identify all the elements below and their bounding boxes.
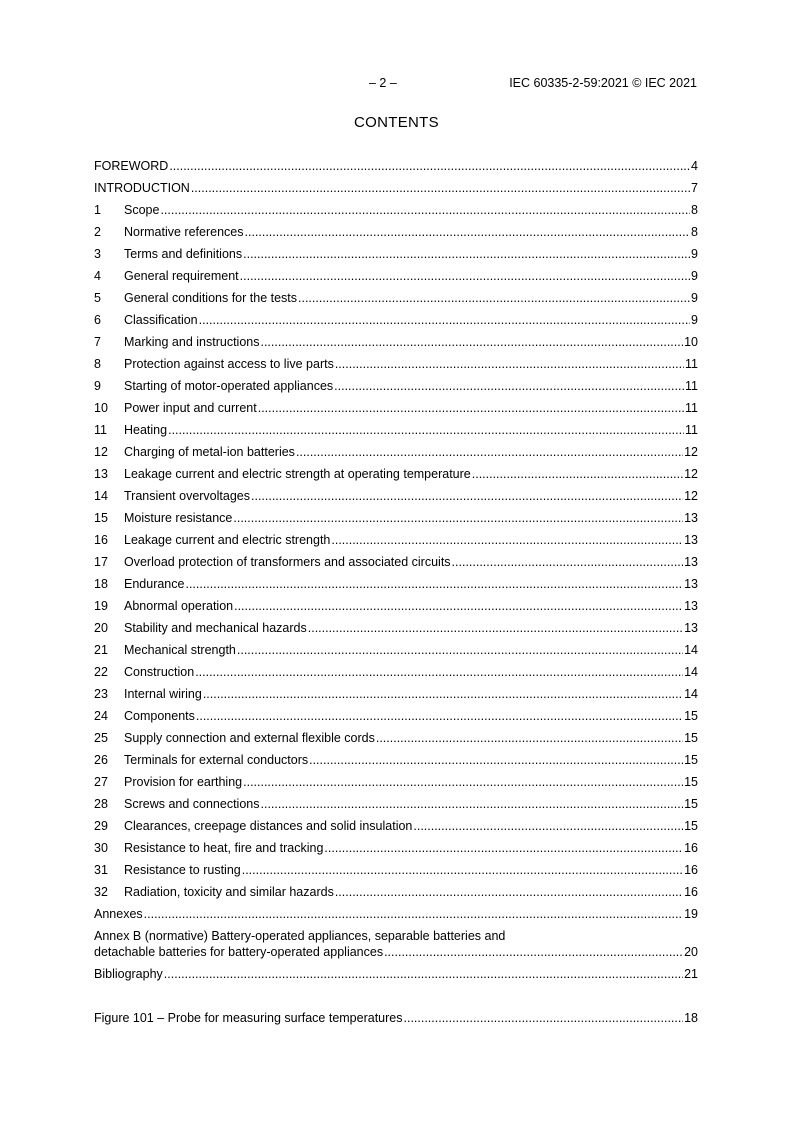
toc-entry-clause-13[interactable] — [94, 466, 698, 488]
toc-entry-label: Internal wiring — [124, 687, 202, 701]
toc-entry-label: Resistance to heat, fire and tracking — [124, 841, 324, 855]
leader-dots — [324, 840, 683, 856]
toc-entry-page: 21 — [684, 967, 698, 981]
toc-entry-page: 13 — [684, 511, 698, 525]
annex-b-title-line2: detachable batteries for battery-operated appliances — [94, 945, 384, 959]
toc-entry-label: Supply connection and external flexible cords — [124, 731, 375, 745]
toc-entry-label: INTRODUCTION — [94, 181, 190, 195]
toc-entry-number: 15 — [94, 511, 108, 525]
toc-entry-page: 13 — [684, 599, 698, 613]
toc-entry-annex-b[interactable] — [94, 928, 698, 966]
toc-entry-clause-3[interactable] — [94, 246, 698, 268]
toc-entry-number: 3 — [94, 247, 101, 261]
toc-entry-page: 15 — [684, 709, 698, 723]
toc-entry-label: Charging of metal-ion batteries — [124, 445, 295, 459]
toc-entry-page: 9 — [691, 269, 698, 283]
toc-entry-page: 14 — [684, 643, 698, 657]
toc-entry-page: 11 — [685, 379, 698, 393]
leader-dots — [144, 906, 683, 922]
toc-entry-clause-10[interactable] — [94, 400, 698, 422]
toc-entry-clause-11[interactable] — [94, 422, 698, 444]
toc-entry-clause-31[interactable] — [94, 862, 698, 884]
toc-entry-label: Leakage current and electric strength at operating temperature — [124, 467, 471, 481]
toc-entry-page: 11 — [685, 357, 698, 371]
toc-entry-label: General requirement — [124, 269, 239, 283]
toc-entry-label: Marking and instructions — [124, 335, 260, 349]
toc-entry-number: 18 — [94, 577, 108, 591]
contents-title: CONTENTS — [354, 114, 439, 131]
toc-entry-clause-20[interactable] — [94, 620, 698, 642]
toc-entry-label: Endurance — [124, 577, 185, 591]
toc-entry-page: 10 — [684, 335, 698, 349]
toc-entry-clause-18[interactable] — [94, 576, 698, 598]
leader-dots — [404, 1010, 684, 1026]
toc-entry-page: 11 — [685, 423, 698, 437]
toc-entry-number: 23 — [94, 687, 108, 701]
toc-entry-number: 30 — [94, 841, 108, 855]
toc-entry-clause-16[interactable] — [94, 532, 698, 554]
toc-entry-number: 11 — [94, 423, 107, 437]
toc-entry-bibliography[interactable] — [94, 966, 698, 988]
toc-entry-label: Bibliography — [94, 967, 163, 981]
toc-entry-label: FOREWORD — [94, 159, 169, 173]
toc-entry-page: 8 — [691, 203, 698, 217]
toc-entry-number: 25 — [94, 731, 108, 745]
toc-entry-number: 8 — [94, 357, 101, 371]
toc-entry-number: 16 — [94, 533, 108, 547]
toc-entry-label: Scope — [124, 203, 160, 217]
toc-entry-label: Heating — [124, 423, 168, 437]
toc-entry-number: 27 — [94, 775, 108, 789]
toc-entry-number: 22 — [94, 665, 108, 679]
toc-entry-number: 14 — [94, 489, 108, 503]
leader-dots — [335, 884, 683, 900]
leader-dots — [237, 642, 683, 658]
toc-entry-clause-29[interactable] — [94, 818, 698, 840]
toc-entry-number: 29 — [94, 819, 108, 833]
leader-dots — [169, 158, 690, 174]
toc-entry-clause-14[interactable] — [94, 488, 698, 510]
leader-dots — [261, 796, 684, 812]
page-number: – 2 – — [369, 76, 397, 90]
toc-entry-page: 9 — [691, 247, 698, 261]
leader-dots — [296, 444, 683, 460]
toc-entry-page: 20 — [684, 945, 698, 959]
leader-dots — [240, 268, 690, 284]
toc-entry-page: 15 — [684, 775, 698, 789]
toc-entry-clause-8[interactable] — [94, 356, 698, 378]
leader-dots — [376, 730, 683, 746]
toc-entry-clause-21[interactable] — [94, 642, 698, 664]
leader-dots — [191, 180, 690, 196]
toc-entry-clause-4[interactable] — [94, 268, 698, 290]
leader-dots — [452, 554, 684, 570]
toc-entry-number: 31 — [94, 863, 108, 877]
toc-entry-label: Clearances, creepage distances and solid insulation — [124, 819, 413, 833]
toc-entry-number: 24 — [94, 709, 108, 723]
leader-dots — [243, 246, 690, 262]
toc-entry-label: Figure 101 – Probe for measuring surface temperatures — [94, 1011, 403, 1025]
leader-dots — [413, 818, 683, 834]
leader-dots — [384, 944, 683, 960]
toc-entry-clause-17[interactable] — [94, 554, 698, 576]
clause-list — [94, 202, 698, 906]
leader-dots — [164, 966, 683, 982]
toc-entry-number: 12 — [94, 445, 108, 459]
leader-dots — [472, 466, 683, 482]
toc-entry-clause-6[interactable] — [94, 312, 698, 334]
toc-entry-label: Stability and mechanical hazards — [124, 621, 307, 635]
toc-entry-label: Starting of motor-operated appliances — [124, 379, 334, 393]
toc-entry-label: Power input and current — [124, 401, 257, 415]
leader-dots — [203, 686, 683, 702]
toc-entry-number: 13 — [94, 467, 108, 481]
toc-entry-page: 9 — [691, 291, 698, 305]
leader-dots — [334, 378, 684, 394]
leader-dots — [185, 576, 683, 592]
toc-entry-clause-27[interactable] — [94, 774, 698, 796]
leader-dots — [233, 510, 683, 526]
toc-entry-page: 19 — [684, 907, 698, 921]
toc-entry-page: 4 — [691, 159, 698, 173]
toc-entry-label: Abnormal operation — [124, 599, 234, 613]
leader-dots — [160, 202, 690, 218]
toc-entry-label: Provision for earthing — [124, 775, 243, 789]
toc-entry-page: 11 — [685, 401, 698, 415]
toc-entry-number: 20 — [94, 621, 108, 635]
toc-entry-label: Classification — [124, 313, 198, 327]
leader-dots — [234, 598, 683, 614]
leader-dots — [242, 862, 683, 878]
toc-entry-clause-30[interactable] — [94, 840, 698, 862]
toc-entry-number: 19 — [94, 599, 108, 613]
page-header — [0, 76, 793, 92]
leader-dots — [168, 422, 684, 438]
toc-entry-clause-15[interactable] — [94, 510, 698, 532]
toc-entry-clause-7[interactable] — [94, 334, 698, 356]
toc-entry-clause-26[interactable] — [94, 752, 698, 774]
annex-b-title-line1: Annex B (normative) Battery-operated appliances, separable batteries and — [94, 929, 506, 943]
toc-entry-figure-101[interactable] — [94, 1010, 698, 1032]
toc-entry-page: 15 — [684, 819, 698, 833]
toc-entry-page: 13 — [684, 621, 698, 635]
table-of-contents — [94, 158, 698, 1032]
toc-entry-label: Protection against access to live parts — [124, 357, 334, 371]
toc-entry-label: Resistance to rusting — [124, 863, 241, 877]
toc-entry-page: 8 — [691, 225, 698, 239]
toc-entry-label: Radiation, toxicity and similar hazards — [124, 885, 334, 899]
toc-entry-clause-12[interactable] — [94, 444, 698, 466]
leader-dots — [258, 400, 684, 416]
toc-entry-number: 17 — [94, 555, 108, 569]
leader-dots — [199, 312, 690, 328]
toc-entry-clause-1[interactable] — [94, 202, 698, 224]
toc-entry-number: 28 — [94, 797, 108, 811]
toc-entry-clause-25[interactable] — [94, 730, 698, 752]
toc-entry-label: Normative references — [124, 225, 244, 239]
toc-entry-label: Components — [124, 709, 195, 723]
toc-entry-page: 16 — [684, 863, 698, 877]
toc-entry-clause-28[interactable] — [94, 796, 698, 818]
toc-entry-number: 9 — [94, 379, 101, 393]
document-id: IEC 60335-2-59:2021 © IEC 2021 — [509, 76, 697, 90]
toc-entry-page: 12 — [684, 489, 698, 503]
leader-dots — [195, 664, 683, 680]
leader-dots — [308, 620, 683, 636]
toc-entry-number: 32 — [94, 885, 108, 899]
toc-entry-page: 13 — [684, 555, 698, 569]
leader-dots — [335, 356, 684, 372]
section-spacer — [94, 988, 698, 1010]
toc-entry-page: 12 — [684, 467, 698, 481]
toc-entry-label: Construction — [124, 665, 195, 679]
toc-entry-clause-24[interactable] — [94, 708, 698, 730]
toc-entry-page: 13 — [684, 533, 698, 547]
toc-entry-page: 18 — [684, 1011, 698, 1025]
toc-entry-number: 1 — [94, 203, 101, 217]
leader-dots — [196, 708, 683, 724]
toc-entry-page: 7 — [691, 181, 698, 195]
toc-entry-page: 14 — [684, 665, 698, 679]
toc-entry-clause-5[interactable] — [94, 290, 698, 312]
toc-entry-page: 16 — [684, 841, 698, 855]
toc-entry-label: General conditions for the tests — [124, 291, 298, 305]
toc-entry-clause-22[interactable] — [94, 664, 698, 686]
leader-dots — [298, 290, 690, 306]
toc-entry-label: Leakage current and electric strength — [124, 533, 331, 547]
toc-entry-label: Mechanical strength — [124, 643, 236, 657]
toc-entry-clause-32[interactable] — [94, 884, 698, 906]
toc-entry-page: 16 — [684, 885, 698, 899]
leader-dots — [251, 488, 683, 504]
toc-entry-label: Terms and definitions — [124, 247, 243, 261]
toc-entry-number: 10 — [94, 401, 108, 415]
toc-entry-page: 9 — [691, 313, 698, 327]
toc-entry-number: 5 — [94, 291, 101, 305]
toc-entry-number: 4 — [94, 269, 101, 283]
toc-entry-clause-2[interactable] — [94, 224, 698, 246]
toc-entry-page: 14 — [684, 687, 698, 701]
toc-entry-label: Annexes — [94, 907, 143, 921]
leader-dots — [245, 224, 691, 240]
toc-entry-label: Transient overvoltages — [124, 489, 250, 503]
toc-entry-number: 21 — [94, 643, 108, 657]
toc-entry-annexes[interactable] — [94, 906, 698, 928]
toc-entry-clause-9[interactable] — [94, 378, 698, 400]
toc-entry-clause-23[interactable] — [94, 686, 698, 708]
toc-entry-number: 2 — [94, 225, 101, 239]
toc-entry-label: Overload protection of transformers and associated circuits — [124, 555, 451, 569]
toc-entry-number: 6 — [94, 313, 101, 327]
toc-entry-number: 7 — [94, 335, 101, 349]
toc-entry-page: 13 — [684, 577, 698, 591]
toc-entry-clause-19[interactable] — [94, 598, 698, 620]
toc-entry-foreword[interactable] — [94, 158, 698, 180]
toc-entry-page: 15 — [684, 797, 698, 811]
toc-entry-page: 15 — [684, 731, 698, 745]
leader-dots — [331, 532, 683, 548]
toc-entry-introduction[interactable] — [94, 180, 698, 202]
toc-entry-label: Moisture resistance — [124, 511, 233, 525]
toc-entry-label: Terminals for external conductors — [124, 753, 309, 767]
toc-entry-page: 15 — [684, 753, 698, 767]
toc-entry-number: 26 — [94, 753, 108, 767]
toc-entry-label: Screws and connections — [124, 797, 260, 811]
toc-entry-page: 12 — [684, 445, 698, 459]
leader-dots — [243, 774, 683, 790]
leader-dots — [260, 334, 683, 350]
leader-dots — [309, 752, 683, 768]
